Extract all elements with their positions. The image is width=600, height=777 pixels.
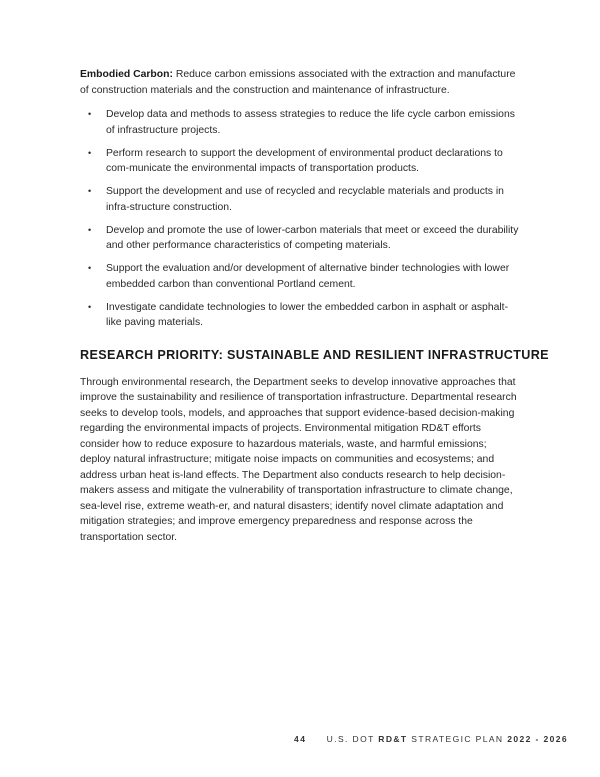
list-item-text: Perform research to support the development of environmental product declarations to com-municate the environmental impacts of transportation products.: [106, 147, 503, 174]
bullet-icon: •: [88, 301, 92, 312]
title-bold: RD&T: [378, 734, 408, 744]
title-years: 2022 - 2026: [507, 734, 568, 744]
bullet-icon: •: [88, 109, 92, 119]
bullet-icon: •: [88, 147, 92, 158]
list-item: [80, 184, 520, 215]
page-number: 44: [294, 734, 307, 744]
intro-term: Embodied Carbon:: [80, 69, 173, 80]
intro-paragraph: [80, 67, 520, 98]
title-mid: STRATEGIC PLAN: [407, 734, 508, 744]
section-body: Through environmental research, the Department seeks to develop innovative approaches that improve the sustainability and resilience of transportation infrastructure. Departmental research seeks to develop tools, models, and approaches that support evidence-based decision-making regarding the environmental impacts of projects. Environmental mitigation RD&T efforts consider how to reduce exposure to hazardous materials, waste, and harmful emissions; deploy natural infrastructure; mitigate noise impacts on communities and ecosystems; and address urban heat is-land effects. The Department also conducts research to help decision-makers assess and mitigate the vulnerability of transportation infrastructure to climate change, sea-level rise, extreme weath-er, and natural disasters; identify novel climate adaptation and mitigation strategies; and improve emergency preparedness and response across the transportation sector.: [80, 376, 517, 543]
bullet-list: [80, 107, 520, 331]
section-heading: RESEARCH PRIORITY: SUSTAINABLE AND RESILIENT INFRASTRUCTURE: [80, 347, 549, 362]
list-item-text: Support the evaluation and/or development of alternative binder technologies with lower embedded carbon than conventional Portland cement.: [106, 263, 510, 290]
list-item: [80, 300, 520, 331]
bullet-icon: •: [88, 224, 92, 235]
running-title: [327, 734, 568, 744]
page-footer: [0, 734, 600, 748]
list-item-text: Develop data and methods to assess strategies to reduce the life cycle carbon emissions of infrastructure projects.: [106, 109, 515, 136]
list-item: [80, 107, 520, 138]
list-item-text: Develop and promote the use of lower-carbon materials that meet or exceed the durability and other performance characteristics of competing materials.: [106, 224, 519, 251]
list-item-text: Investigate candidate technologies to lower the embedded carbon in asphalt or asphalt-like paving materials.: [106, 301, 509, 328]
list-item: [80, 261, 520, 292]
bullet-icon: •: [88, 263, 92, 273]
list-item: [80, 146, 520, 177]
intro-text: Reduce carbon emissions associated with the extraction and manufacture of construction materials and the construction and maintenance of infrastructure.: [80, 69, 516, 96]
page-content: [80, 67, 549, 545]
title-prefix: U.S. DOT: [326, 734, 379, 744]
list-item-text: Support the development and use of recycled and recyclable materials and products in infra-structure construction.: [106, 186, 504, 213]
list-item: [80, 223, 520, 254]
bullet-icon: •: [88, 186, 92, 196]
